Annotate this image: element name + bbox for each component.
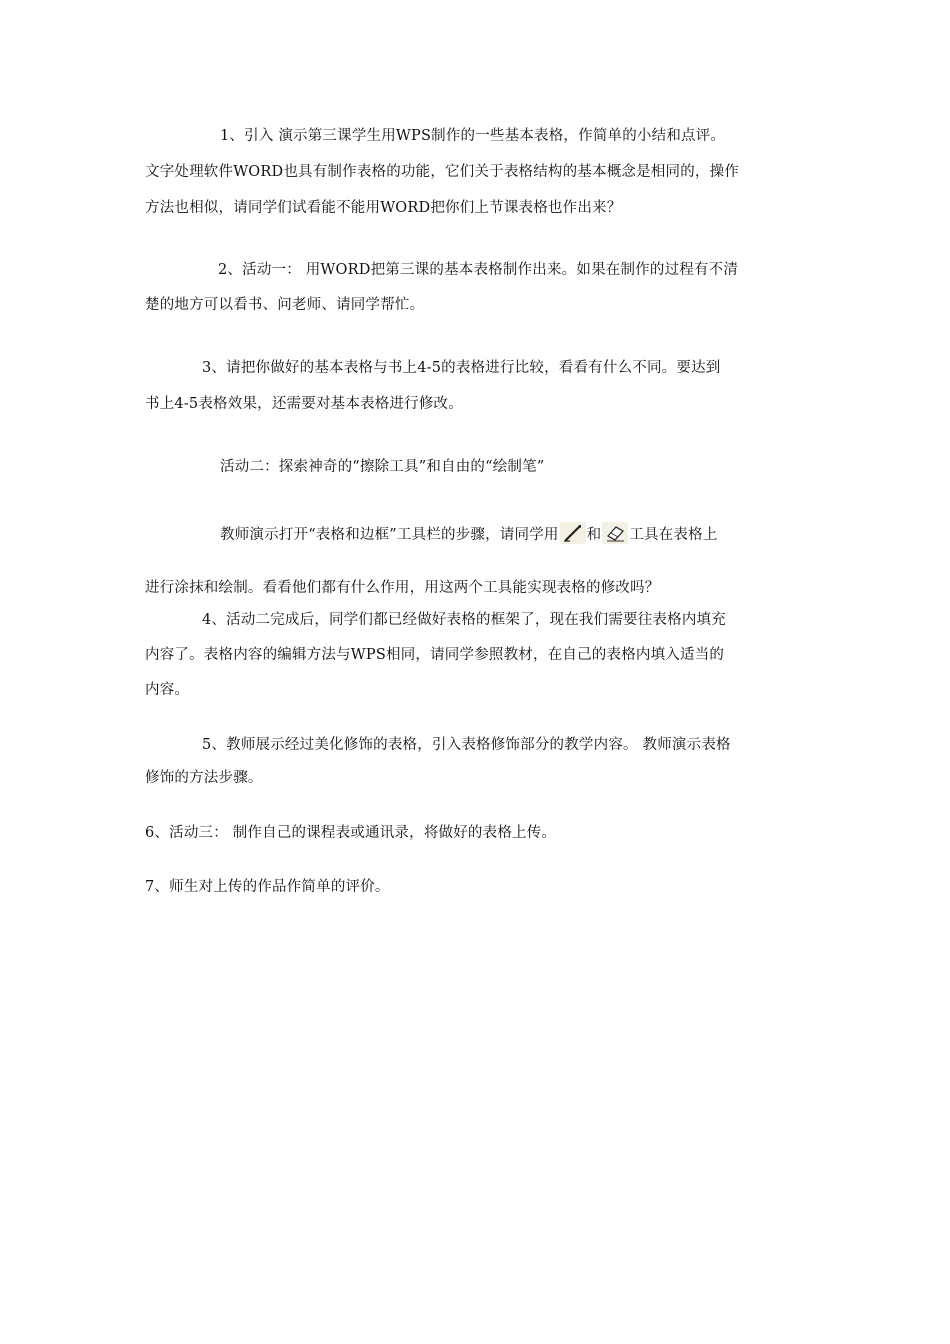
paragraph-6-line-1: 6、活动三： 制作自己的课程表或通讯录，将做好的表格上传。 [145,825,557,841]
demo-text-before: 教师演示打开“表格和边框”工具栏的步骤，请同学用 [220,527,559,543]
paragraph-7-line-1: 7、师生对上传的作品作简单的评价。 [145,879,390,895]
demo-text-and: 和 [586,527,602,543]
paragraph-2-line-2: 楚的地方可以看书、问老师、请同学帮忙。 [145,297,425,313]
paragraph-3-line-1: 3、请把你做好的基本表格与书上4-5的表格进行比较，看看有什么不同。要达到 [202,360,721,376]
demo-text-after: 工具在表格上 [629,527,718,543]
paragraph-1-line-2: 文字处理软件WORD也具有制作表格的功能，它们关于表格结构的基本概念是相同的，操作 [145,164,740,180]
paragraph-1-line-3: 方法也相似，请同学们试看能不能用WORD把你们上节课表格也作出来？ [145,200,622,216]
paragraph-4-line-2: 内容了。表格内容的编辑方法与WPS相同，请同学参照教材，在自己的表格内填入适当的 [145,647,725,663]
paragraph-1-line-1: 1、引入 演示第三课学生用WPS制作的一些基本表格，作简单的小结和点评。 [220,128,726,144]
paragraph-4-line-1: 4、活动二完成后，同学们都已经做好表格的框架了，现在我们需要往表格内填充 [202,612,726,628]
paragraph-5-line-2: 修饰的方法步骤。 [145,770,263,786]
demo-paragraph-line-1 [220,522,718,545]
draw-pen-icon [560,522,586,544]
paragraph-3-line-2: 书上4-5表格效果，还需要对基本表格进行修改。 [145,396,463,412]
paragraph-5-line-1: 5、教师展示经过美化修饰的表格，引入表格修饰部分的教学内容。 教师演示表格 [202,737,731,753]
eraser-icon [602,522,628,544]
paragraph-4-line-3: 内容。 [145,682,190,698]
demo-paragraph-line-2: 进行涂抹和绘制。看看他们都有什么作用，用这两个工具能实现表格的修改吗？ [145,580,660,596]
activity-2-heading: 活动二：探索神奇的“擦除工具”和自由的“绘制笔” [220,459,545,475]
paragraph-2-line-1: 2、活动一： 用WORD把第三课的基本表格制作出来。如果在制作的过程有不清 [218,262,739,278]
